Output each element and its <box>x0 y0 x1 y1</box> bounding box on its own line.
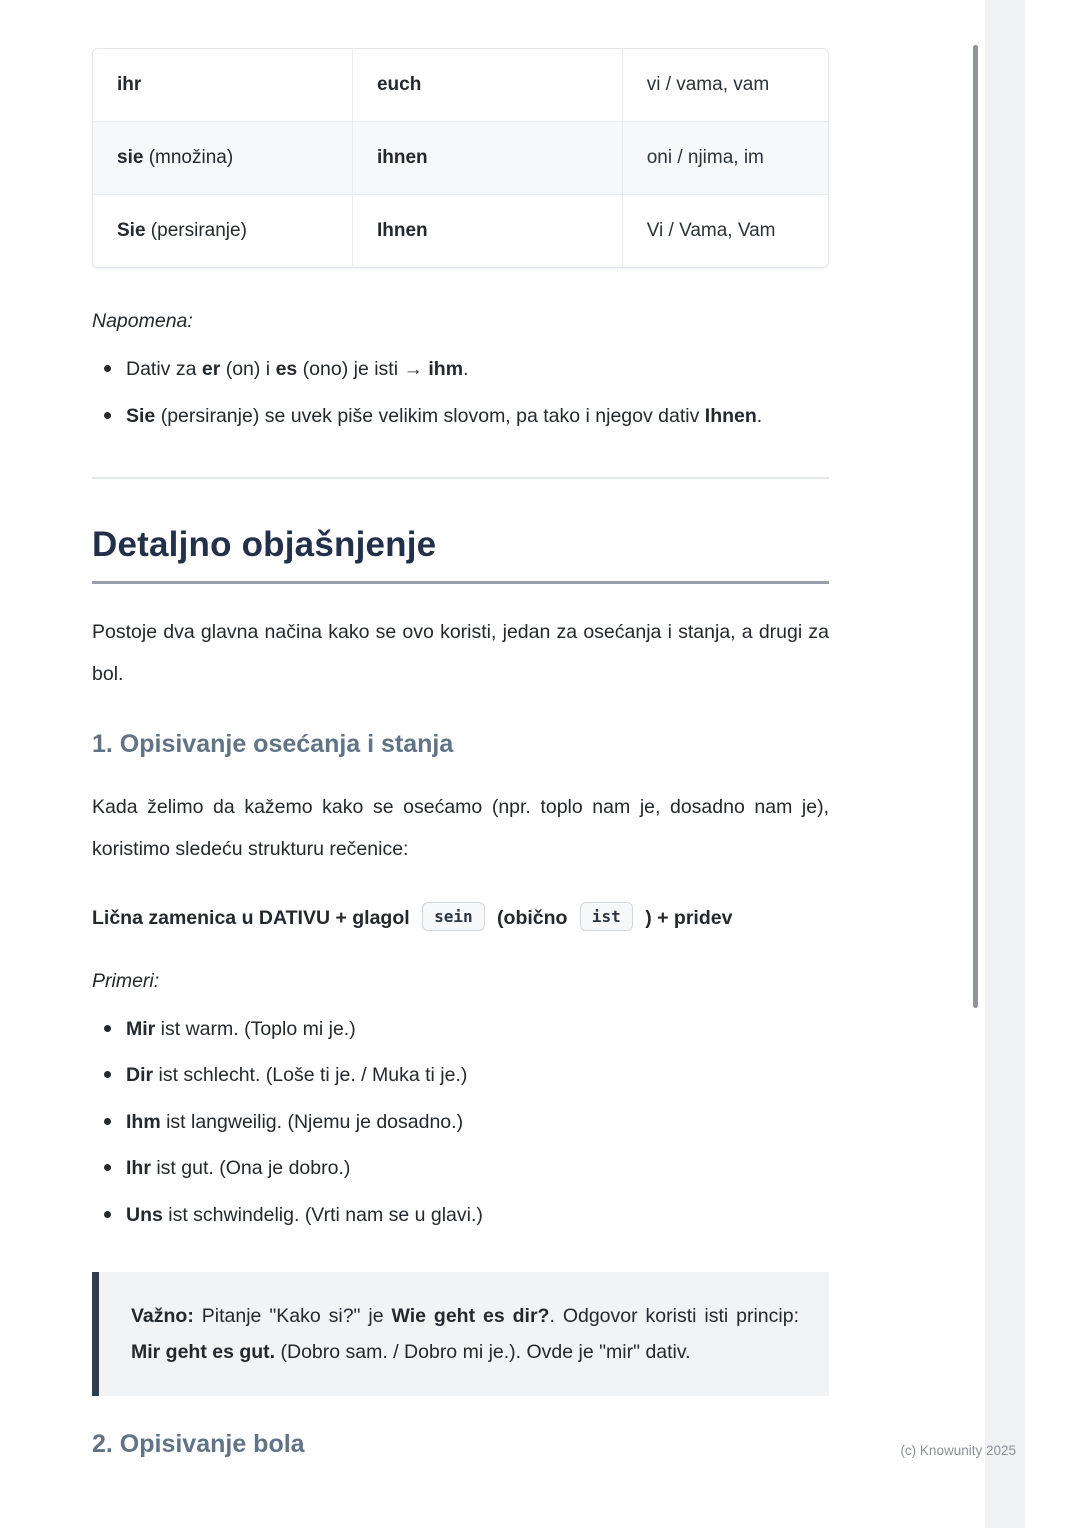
document-page <box>92 0 829 1459</box>
text-segment: Dativ za <box>126 358 202 380</box>
cell-dative: euch <box>352 49 622 122</box>
text-segment: . <box>756 404 763 427</box>
text-segment: ist gut. (Ona je dobro.) <box>150 1157 351 1180</box>
table-row <box>93 195 828 268</box>
subsection-intro-paragraph: Kada želimo da kažemo kako se osećamo (npr. toplo nam je, dosadno nam je), koristimo sledeću strukturu rečenice: <box>92 795 829 860</box>
table-row <box>93 122 828 195</box>
cell-serbian: vi / vama, vam <box>622 49 828 122</box>
bold-text: Uns <box>126 1203 163 1226</box>
cell-nominative <box>93 49 352 122</box>
bold-text: er <box>201 358 221 380</box>
bold-text: ihr <box>117 74 142 95</box>
cell-serbian: Vi / Vama, Vam <box>622 195 828 268</box>
cell-serbian: oni / njima, im <box>622 122 828 195</box>
text-segment: (Dobro sam. / Dobro mi je.). Ovde je "mir" dativ. <box>275 1341 691 1364</box>
bold-text: Sie <box>117 220 146 241</box>
bold-text: Dir <box>126 1064 154 1087</box>
code-chip: sein <box>422 902 485 931</box>
note-list <box>92 353 829 433</box>
subsection-title-2: 2. Opisivanje bola <box>92 1430 305 1459</box>
code-chip: ist <box>580 902 633 931</box>
cell-nominative <box>93 195 352 268</box>
bold-text: (obično <box>491 906 573 929</box>
cell-dative: Ihnen <box>352 195 622 268</box>
text-segment: ist schlecht. (Loše ti je. / Muka ti je.) <box>153 1064 468 1087</box>
bold-text: sie <box>117 147 144 168</box>
subsection-title-1: 1. Opisivanje osećanja i stanja <box>92 729 454 758</box>
examples-label: Primeri: <box>92 969 160 992</box>
text-segment: (persiranje) <box>145 220 247 241</box>
text-segment: (persiranje) se uvek piše velikim slovom, pa tako i njegov dativ <box>155 404 705 427</box>
text-segment: . <box>463 358 469 380</box>
bold-text: Ihr <box>126 1157 151 1180</box>
bold-text: ihm <box>428 358 464 380</box>
scrollbar-track[interactable] <box>985 0 1025 1528</box>
bold-text: Wie geht es dir? <box>391 1305 550 1328</box>
text-segment: ist schwindelig. (Vrti nam se u glavi.) <box>162 1203 483 1226</box>
section-title: Detaljno objašnjenje <box>92 525 829 584</box>
list-item <box>92 1199 829 1233</box>
bold-text: Ihm <box>126 1110 161 1133</box>
text-segment: (on) i <box>220 358 276 380</box>
list-item <box>92 353 829 387</box>
text-segment: (ono) je isti → <box>297 358 429 380</box>
note-label: Napomena: <box>92 310 193 332</box>
text-segment: . Odgovor koristi isti princip: <box>549 1305 799 1328</box>
cell-nominative <box>93 122 352 195</box>
table-row <box>93 49 828 122</box>
list-item <box>92 1013 829 1047</box>
list-item <box>92 1059 829 1093</box>
important-callout <box>92 1272 829 1396</box>
bold-text: Lična zamenica u DATIVU + glagol <box>92 906 416 929</box>
sentence-structure-formula <box>92 897 829 940</box>
text-segment: (množina) <box>143 147 234 168</box>
bold-text: Sie <box>126 404 156 427</box>
copyright-note: (c) Knowunity 2025 <box>900 1443 1016 1458</box>
bold-text: ) + pridev <box>639 906 733 929</box>
callout-text <box>131 1298 799 1370</box>
bold-text: Ihnen <box>704 404 757 427</box>
text-segment: Pitanje "Kako si?" je <box>193 1305 392 1328</box>
section-divider <box>92 477 829 479</box>
cell-dative: ihnen <box>352 122 622 195</box>
text-segment: ist langweilig. (Njemu je dosadno.) <box>160 1110 464 1133</box>
bold-text: Mir <box>126 1017 156 1040</box>
bold-text: es <box>275 358 298 380</box>
dative-pronoun-table <box>92 48 829 268</box>
bold-text: Važno: <box>131 1305 194 1328</box>
text-segment: ist warm. (Toplo mi je.) <box>155 1017 356 1040</box>
list-item <box>92 1152 829 1186</box>
list-item <box>92 400 829 434</box>
list-item <box>92 1106 829 1140</box>
bold-text: Mir geht es gut. <box>131 1341 276 1364</box>
section-intro-paragraph: Postoje dva glavna načina kako se ovo koristi, jedan za osećanja i stanja, a drugi za bol. <box>92 621 829 685</box>
examples-list <box>92 1013 829 1233</box>
scrollbar-thumb[interactable] <box>973 45 978 1008</box>
